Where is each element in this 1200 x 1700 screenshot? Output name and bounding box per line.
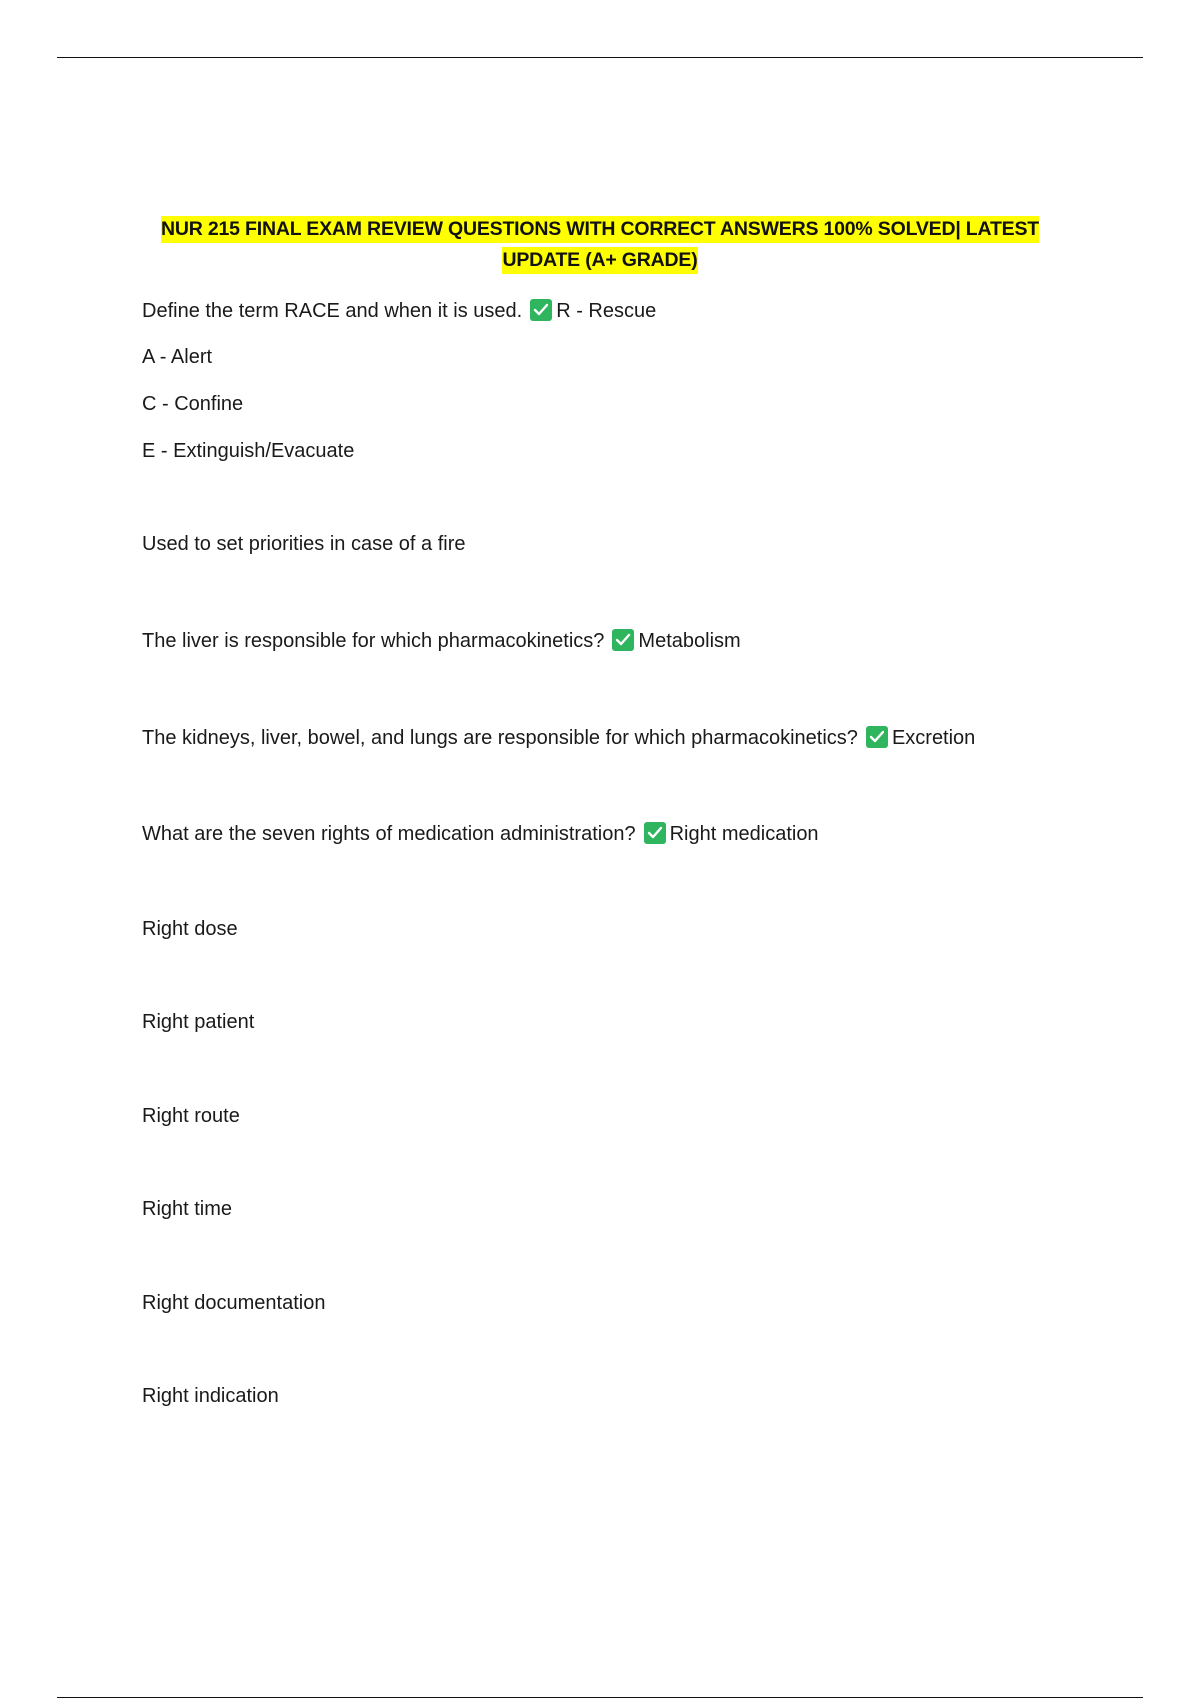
qa-item	[142, 725, 975, 751]
title-line-2: UPDATE (A+ GRADE)	[502, 247, 697, 274]
document-title	[100, 214, 1100, 276]
question-text: What are the seven rights of medication administration?	[142, 823, 636, 845]
answer-line: Right time	[142, 1198, 233, 1220]
question-text: The kidneys, liver, bowel, and lungs are responsible for which pharmacokinetics?	[142, 727, 858, 749]
footer-rule	[57, 1697, 1143, 1698]
question-text: The liver is responsible for which pharmacokinetics?	[142, 630, 605, 652]
answer-text: Right medication	[669, 823, 819, 845]
answer-line: A - Alert	[142, 346, 213, 368]
qa-item	[142, 628, 741, 654]
answer-text: R - Rescue	[556, 300, 657, 322]
answer-line: Used to set priorities in case of a fire	[142, 533, 466, 555]
answer-line: E - Extinguish/Evacuate	[142, 440, 355, 462]
question-text: Define the term RACE and when it is used.	[142, 300, 523, 322]
check-mark-icon	[644, 822, 666, 844]
answer-text: Metabolism	[638, 630, 741, 652]
title-line-1: NUR 215 FINAL EXAM REVIEW QUESTIONS WITH CORRECT ANSWERS 100% SOLVED| LATEST	[161, 216, 1039, 243]
answer-line: Right dose	[142, 918, 238, 940]
answer-line: Right route	[142, 1105, 240, 1127]
answer-line: Right indication	[142, 1385, 279, 1407]
answer-line: Right documentation	[142, 1292, 326, 1314]
answer-line: C - Confine	[142, 393, 244, 415]
qa-item	[142, 298, 656, 324]
answer-text: Excretion	[891, 727, 976, 749]
check-mark-icon	[530, 299, 552, 321]
qa-item	[142, 821, 819, 847]
answer-line: Right patient	[142, 1011, 255, 1033]
header-rule	[57, 57, 1143, 58]
check-mark-icon	[866, 726, 888, 748]
check-mark-icon	[612, 629, 634, 651]
